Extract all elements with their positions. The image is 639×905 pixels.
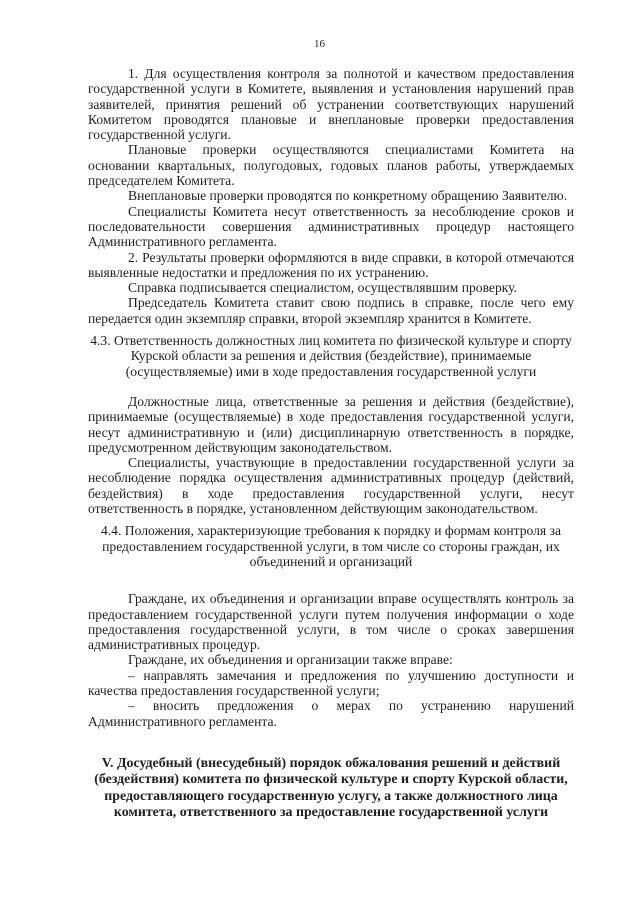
paragraph-planned-checks: Плановые проверки осуществляются специалистами Комитета на основании квартальных, полугодовых, годовых планов работы, утверждаемых председателем Комитета. — [88, 142, 574, 189]
section-heading-v: V. Досудебный (внесудебный) порядок обжалования решений и действий (бездействия) комитета по физической культуре и спорту Курской области, предоставляющего государственную услугу, а также должностного лица комитета, ответственного за предоставление государственной услуги — [94, 755, 568, 821]
list-item-remarks: – направлять замечания и предложения по улучшению доступности и качества предоставления государственной услуги; — [88, 667, 574, 698]
paragraph-officials-responsibility: Должностные лица, ответственные за решения и действия (бездействие), принимаемые (осуществляемые) в ходе предоставления государственной услуги, несут административную и (или) дисциплинарную ответственность в порядке, предусмотренном действующим законодательством. — [88, 393, 574, 455]
paragraph-citizens-control: Граждане, их объединения и организации вправе осуществлять контроль за предоставлением государственной услуги путем получения информации о ходе предоставления государственной услуги, в том числе о сроках завершения административных процедур. — [88, 591, 574, 653]
paragraph-check-results: 2. Результаты проверки оформляются в виде справки, в которой отмечаются выявленные недостатки и предложения по их устранению. — [88, 249, 574, 280]
paragraph-participants-responsibility: Специалисты, участвующие в предоставлении государственной услуги за несоблюдение порядка осуществления административных процедур (действий, бездействия) в ходе предоставления государственной услуги, несут ответственность в порядке, установленном действующим законодательством. — [88, 455, 574, 517]
paragraph-chairman-signature: Председатель Комитета ставит свою подпись в справке, после чего ему передается один экземпляр справки, второй экземпляр хранится в Комитете. — [88, 295, 574, 326]
page-body — [88, 66, 574, 822]
paragraph-unplanned-checks: Внеплановые проверки проводятся по конкретному обращению Заявителю. — [128, 188, 568, 204]
list-item-proposals: – вносить предложения о мерах по устранению нарушений Административного регламента. — [88, 698, 574, 729]
page-number: 16 — [314, 38, 325, 50]
section-heading-4-4: 4.4. Положения, характеризующие требования к порядку и формам контроля за предоставлением государственной услуги, в том числе со стороны граждан, их объединений и организаций — [100, 523, 561, 569]
paragraph-citizens-rights: Граждане, их объединения и организации также вправе: — [128, 652, 453, 668]
paragraph-specialists-responsibility: Специалисты Комитета несут ответственность за несоблюдение сроков и последовательности совершения административных процедур настоящего Административного регламента. — [88, 203, 574, 250]
paragraph-report-signing: Справка подписывается специалистом, осуществлявшим проверку. — [128, 280, 517, 296]
section-heading-4-3: 4.3. Ответственность должностных лиц комитета по физической культуре и спорту Курской области за решения и действия (бездействие), принимаемые (осуществляемые) ими в ходе предоставления государственной услуги — [90, 333, 572, 379]
paragraph-control-purpose: 1. Для осуществления контроля за полнотой и качеством предоставления государственной услуги в Комитете, выявления и установления нарушений прав заявителей, принятия решений об устранении соответствующих нарушений Комитетом проводятся плановые и внеплановые проверки предоставления государственной услуги. — [88, 66, 574, 143]
